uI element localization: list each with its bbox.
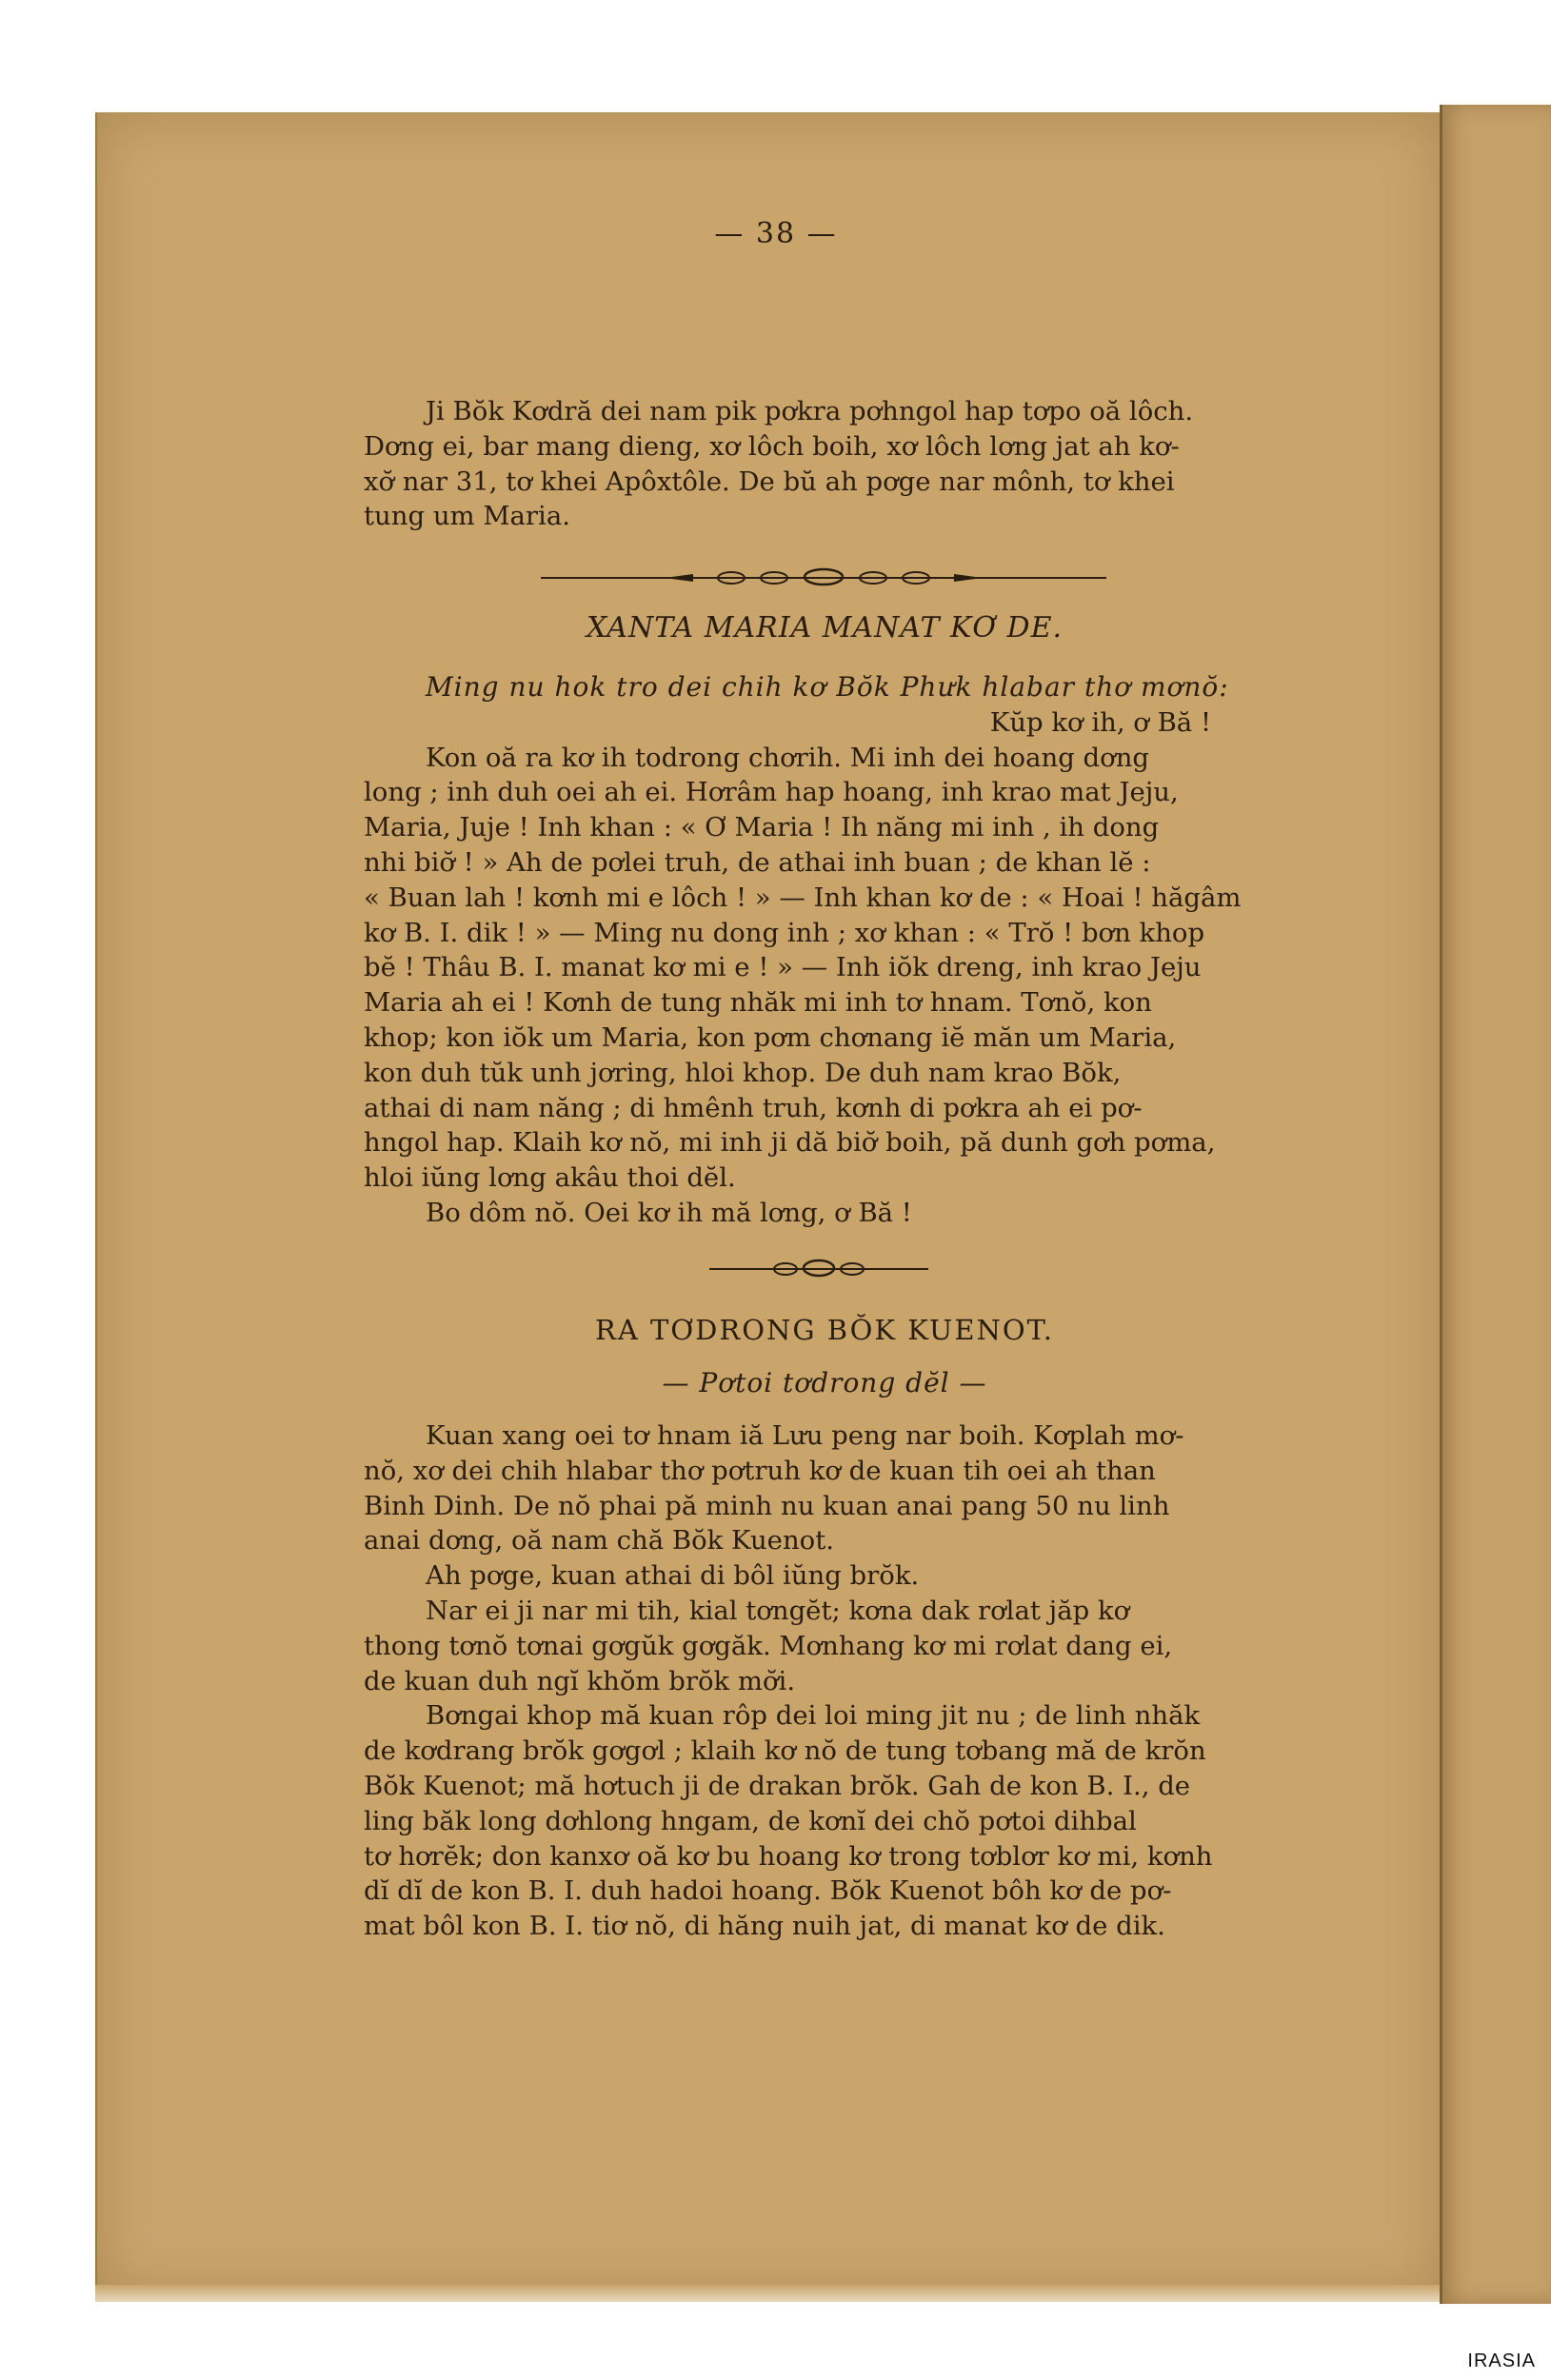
intro-paragraph (364, 394, 1285, 534)
body-line: Kuan xang oei tơ hnam iă Lưu peng nar boih. Kơplah mơ- (426, 1420, 1184, 1451)
ornamental-divider (541, 564, 1106, 592)
watermark: IRASIA (1467, 2350, 1536, 2371)
body-line: Maria, Juje ! Inh khan : « Ơ Maria ! Ih năng mi inh , ih dong (364, 812, 1160, 843)
body-line: hngol hap. Klaih kơ nŏ, mi inh ji dă biơ̆ boih, pă dunh gơh pơma, (364, 1127, 1216, 1159)
body-line: Maria ah ei ! Kơnh de tung nhăk mi inh tơ hnam. Tơnŏ, kon (364, 987, 1152, 1019)
body-line: nhi biơ̆ ! » Ah de pơlei truh, de athai inh buan ; de khan lĕ : (364, 846, 1151, 878)
intro-line: Dơng ei, bar mang dieng, xơ lôch boih, xơ lôch lơng jat ah kơ- (364, 430, 1180, 462)
body-line: hloi iŭng lơng akâu thoi dĕl. (364, 1162, 736, 1194)
body-line: de kơdrang brŏk gơgơl ; klaih kơ nŏ de tung tơbang mă de krŏn (364, 1735, 1206, 1767)
section-body (364, 1418, 1285, 1944)
intro-line: xơ̆ nar 31, tơ khei Apôxtôle. De bŭ ah pơge nar mônh, tơ khei (364, 466, 1175, 497)
body-line: Bơngai khop mă kuan rôp dei loi ming jit nu ; de linh nhăk (426, 1700, 1201, 1732)
section-title: RA TƠDRONG BŎK KUENOT. (595, 1314, 1054, 1346)
section-subtitle: Ming nu hok tro dei chih kơ Bŏk Phưk hlabar thơ mơnŏ: (426, 671, 1229, 703)
body-line: Bŏk Kuenot; mă hơtuch ji de drakan brŏk. Gah de kon B. I., de (364, 1770, 1191, 1801)
body-line: dĭ dĭ de kon B. I. duh hadoi hoang. Bŏk Kuenot bôh kơ de pơ- (364, 1875, 1172, 1907)
body-line: athai di nam năng ; di hmênh truh, kơnh di pơkra ah ei pơ- (364, 1092, 1143, 1123)
body-line: bĕ ! Thâu B. I. manat kơ mi e ! » — Inh iŏk dreng, inh krao Jeju (364, 952, 1202, 983)
body-line: kơ B. I. dik ! » — Ming nu dong inh ; xơ khan : « Trŏ ! bơn khop (364, 917, 1205, 948)
body-line: Nar ei ji nar mi tih, kial tơngĕt; kơna dak rơlat jăp kơ (426, 1595, 1130, 1626)
body-line: khop; kon iŏk um Maria, kon pơm chơnang iĕ măn um Maria, (364, 1021, 1177, 1053)
body-line: ling băk long dơhlong hngam, de kơnĭ dei chŏ pơtoi dihbal (364, 1805, 1137, 1836)
body-line: mat bôl kon B. I. tiơ nŏ, di hăng nuih jat, di manat kơ de dik. (364, 1911, 1165, 1942)
body-line: de kuan duh ngĭ khŏm brŏk mơ̆i. (364, 1665, 796, 1696)
body-line: long ; inh duh oei ah ei. Hơrâm hap hoang, inh krao mat Jeju, (364, 777, 1179, 808)
section-title: XANTA MARIA MANAT KƠ DE. (586, 611, 1064, 645)
body-line: kon duh tŭk unh jơring, hloi khop. De duh nam krao Bŏk, (364, 1057, 1122, 1088)
body-line: nŏ, xơ dei chih hlabar thơ pơtruh kơ de kuan tih oei ah than (364, 1455, 1156, 1486)
body-line: thong tơnŏ tơnai gơgŭk gơgăk. Mơnhang kơ mi rơlat dang ei, (364, 1630, 1173, 1661)
body-line: anai dơng, oă nam chă Bŏk Kuenot. (364, 1525, 835, 1557)
body-line: tơ hơrĕk; don kanxơ oă kơ bu hoang kơ trong tơblơr kơ mi, kơnh (364, 1840, 1213, 1872)
intro-line: Ji Bŏk Kơdră dei nam pik pơkra pơhngol hap tơpo oă lôch. (426, 396, 1194, 426)
small-ornament (709, 1255, 928, 1283)
page-number: — 38 — (714, 217, 838, 250)
intro-line: tung um Maria. (364, 501, 570, 532)
closing-line: Bo dôm nŏ. Oei kơ ih mă lơng, ơ Bă ! (426, 1197, 912, 1228)
body-line: Ah pơge, kuan athai di bôl iŭng brŏk. (426, 1560, 920, 1592)
section-subtitle: — Pơtoi tơdrong dĕl — (662, 1367, 987, 1398)
body-line: « Buan lah ! kơnh mi e lôch ! » — Inh khan kơ de : « Hoai ! hăgâm (364, 882, 1242, 913)
body-line: Kon oă ra kơ ih todrong chơrih. Mi inh dei hoang dơng (426, 742, 1150, 773)
section-body (364, 670, 1285, 1231)
greeting-line: Kŭp kơ ih, ơ Bă ! (989, 706, 1211, 738)
body-line: Binh Dinh. De nŏ phai pă minh nu kuan anai pang 50 nu linh (364, 1490, 1170, 1521)
